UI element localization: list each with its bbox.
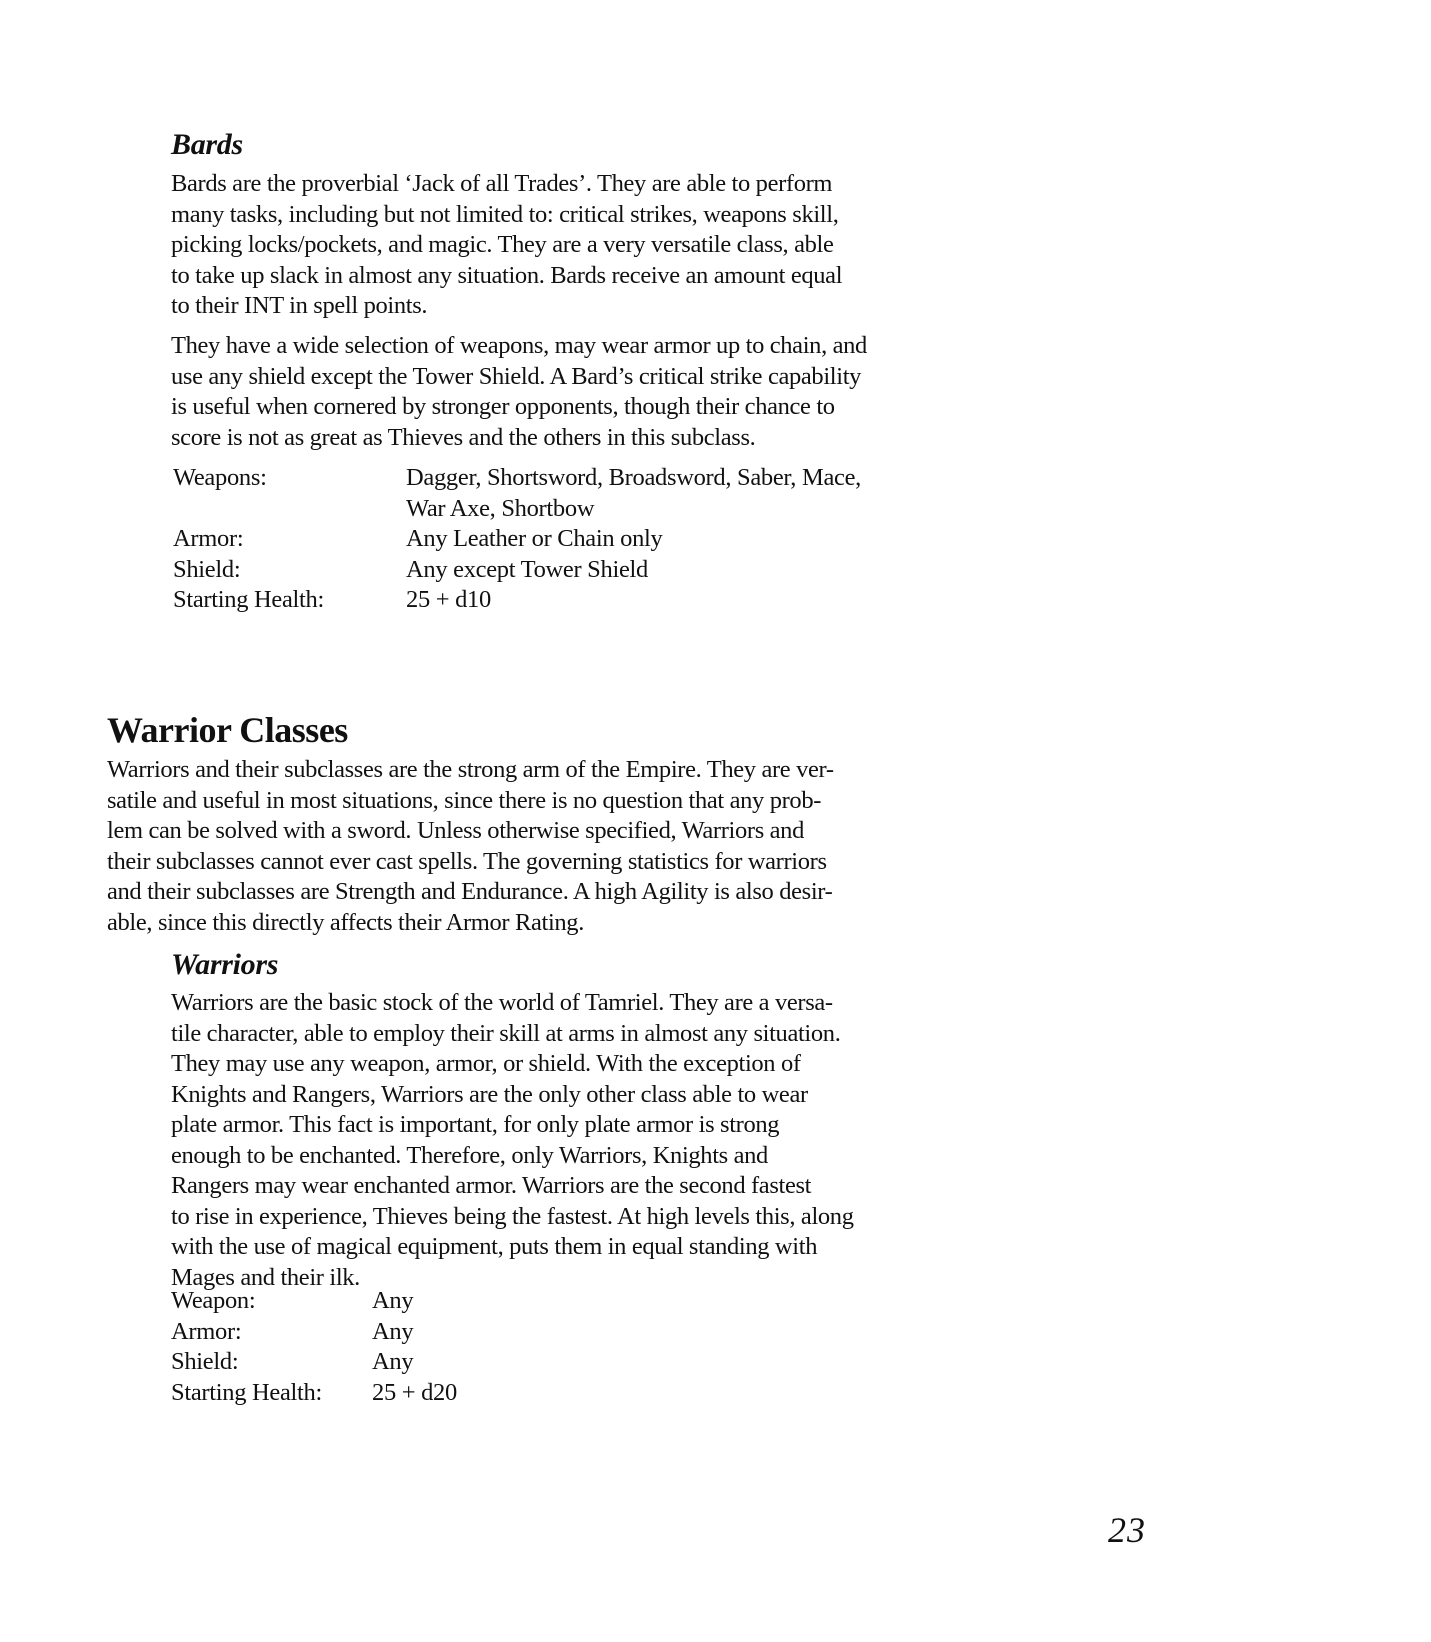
text-line: Mages and their ilk. — [171, 1263, 360, 1291]
stat-value: Any except Tower Shield — [406, 555, 649, 583]
stat-label: Shield: — [173, 555, 241, 583]
stat-label: Shield: — [171, 1348, 239, 1375]
stat-value — [406, 463, 861, 524]
stat-label: Armor: — [173, 525, 244, 552]
text-line: many tasks, including but not limited to: critical strikes, weapons skill, — [171, 200, 839, 228]
text-line: enough to be enchanted. Therefore, only Warriors, Knights and — [171, 1141, 768, 1169]
text-line: is useful when cornered by stronger opponents, though their chance to — [171, 393, 835, 420]
stat-row-starting-health — [173, 585, 861, 616]
stat-label: Starting Health: — [171, 1378, 323, 1406]
stat-row-shield — [173, 555, 861, 586]
bards-paragraph-1 — [171, 169, 842, 322]
text-line: with the use of magical equipment, puts them in equal standing with — [171, 1233, 818, 1260]
text-line: to rise in experience, Thieves being the fastest. At high levels this, along — [171, 1202, 854, 1230]
text-line: able, since this directly affects their Armor Rating. — [107, 908, 584, 936]
text-line: plate armor. This fact is important, for only plate armor is strong — [171, 1111, 780, 1138]
text-line: They may use any weapon, armor, or shield. With the exception of — [171, 1050, 801, 1077]
warriors-stats-table — [171, 1286, 457, 1408]
bards-heading: Bards — [171, 128, 243, 161]
stat-row-shield — [171, 1347, 457, 1378]
stat-value: 25 + d10 — [406, 586, 491, 613]
stat-row-armor — [171, 1317, 457, 1348]
stat-value: Any — [372, 1348, 414, 1375]
bards-stats-table — [173, 463, 861, 616]
text-line: Warriors and their subclasses are the strong arm of the Empire. They are ver- — [107, 756, 834, 783]
stat-row-armor — [173, 524, 861, 555]
stat-label: Starting Health: — [173, 586, 325, 613]
text-line: tile character, able to employ their skill at arms in almost any situation. — [171, 1019, 841, 1047]
text-line: to take up slack in almost any situation. Bards receive an amount equal — [171, 261, 843, 289]
stat-label: Armor: — [171, 1317, 242, 1345]
text-line: score is not as great as Thieves and the others in this subclass. — [171, 423, 756, 451]
stat-value: Any — [372, 1287, 414, 1314]
text-line: Warriors are the basic stock of the world of Tamriel. They are a versa- — [171, 989, 833, 1016]
stat-row-starting-health — [171, 1378, 457, 1409]
text-line: to their INT in spell points. — [171, 292, 428, 319]
text-line: Rangers may wear enchanted armor. Warriors are the second fastest — [171, 1172, 812, 1199]
text-line: use any shield except the Tower Shield. A Bard’s critical strike capability — [171, 362, 862, 390]
text-line: satile and useful in most situations, since there is no question that any prob- — [107, 786, 822, 814]
stat-row-weapons — [173, 463, 861, 524]
stat-value: 25 + d20 — [372, 1378, 457, 1406]
warriors-paragraph — [171, 988, 854, 1293]
page-number: 23 — [1108, 1510, 1146, 1550]
bards-paragraph-2 — [171, 331, 867, 453]
text-line: and their subclasses are Strength and Endurance. A high Agility is also desir- — [107, 878, 833, 905]
stat-label: Weapon: — [171, 1287, 256, 1314]
text-line: Bards are the proverbial ‘Jack of all Trades’. They are able to perform — [171, 170, 833, 197]
stat-label: Weapons: — [173, 464, 267, 491]
warrior-classes-paragraph — [107, 755, 834, 938]
stat-value-line: Dagger, Shortsword, Broadsword, Saber, Mace, — [406, 464, 861, 491]
stat-value: Any — [372, 1317, 414, 1345]
text-line: Knights and Rangers, Warriors are the only other class able to wear — [171, 1080, 808, 1108]
text-line: picking locks/pockets, and magic. They are a very versatile class, able — [171, 231, 834, 258]
stat-value: Any Leather or Chain only — [406, 525, 663, 552]
stat-value-line: War Axe, Shortbow — [406, 494, 595, 522]
warriors-heading: Warriors — [171, 948, 279, 981]
text-line: their subclasses cannot ever cast spells. The governing statistics for warriors — [107, 847, 827, 875]
warrior-classes-heading: Warrior Classes — [107, 710, 348, 750]
text-line: They have a wide selection of weapons, may wear armor up to chain, and — [171, 332, 867, 359]
text-line: lem can be solved with a sword. Unless otherwise specified, Warriors and — [107, 817, 804, 844]
stat-row-weapon — [171, 1286, 457, 1317]
